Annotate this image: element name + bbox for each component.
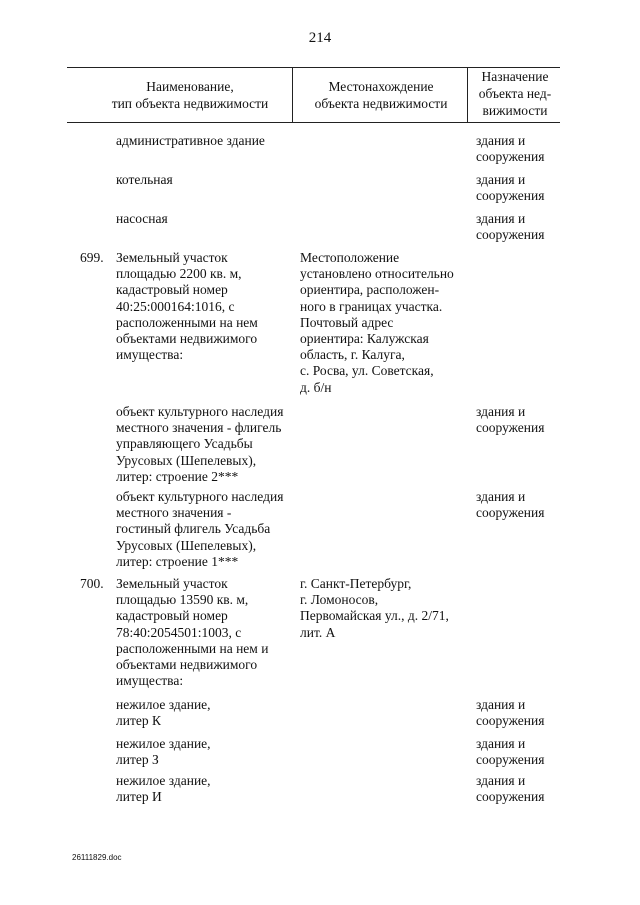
row-purpose: здания и сооружения: [476, 404, 545, 436]
row-purpose: здания и сооружения: [476, 133, 545, 165]
row-name: насосная: [116, 211, 168, 226]
row-name: нежилое здание, литер З: [116, 736, 211, 768]
row-purpose: здания и сооружения: [476, 773, 545, 805]
row-name: Земельный участок площадью 13590 кв. м, кадастровый номер 78:40:2054501:1003, с расположенными на нем и объектами недвижимого имущества:: [116, 576, 269, 689]
row-purpose: здания и сооружения: [476, 172, 545, 204]
row-purpose: здания и сооружения: [476, 489, 545, 521]
row-location: Местоположение установлено относительно ориентира, расположен- ного в границах участка. Почтовый адрес ориентира: Калужская область, г. Калуга, с. Росва, ул. Советская, д. б/н: [300, 250, 454, 395]
row-location: г. Санкт-Петербург, г. Ломоносов, Первомайская ул., д. 2/71, лит. А: [300, 576, 449, 640]
row-name: нежилое здание, литер И: [116, 773, 211, 805]
column-header-name: Наименование, тип объекта недвижимости: [111, 79, 269, 111]
document-filename: 26111829.doc: [72, 853, 122, 862]
row-name: котельная: [116, 172, 173, 187]
page-number: 214: [308, 30, 332, 46]
row-name: Земельный участок площадью 2200 кв. м, кадастровый номер 40:25:000164:1016, с расположенными на нем объектами недвижимого имущества:: [116, 250, 258, 363]
row-number: 700.: [80, 576, 104, 591]
column-header-location: Местонахождение объекта недвижимости: [314, 79, 448, 111]
row-purpose: здания и сооружения: [476, 736, 545, 768]
column-header-purpose: Назначение объекта нед- вижимости: [478, 69, 552, 118]
row-name: административное здание: [116, 133, 265, 148]
row-purpose: здания и сооружения: [476, 697, 545, 729]
row-purpose: здания и сооружения: [476, 211, 545, 243]
row-name: объект культурного наследия местного значения - флигель управляющего Усадьбы Урусовых (Шепелевых), литер: строение 2***: [116, 404, 284, 484]
row-name: объект культурного наследия местного значения - гостиный флигель Усадьба Урусовых (Шепелевых), литер: строение 1***: [116, 489, 284, 569]
row-name: нежилое здание, литер К: [116, 697, 211, 729]
row-number: 699.: [80, 250, 104, 265]
